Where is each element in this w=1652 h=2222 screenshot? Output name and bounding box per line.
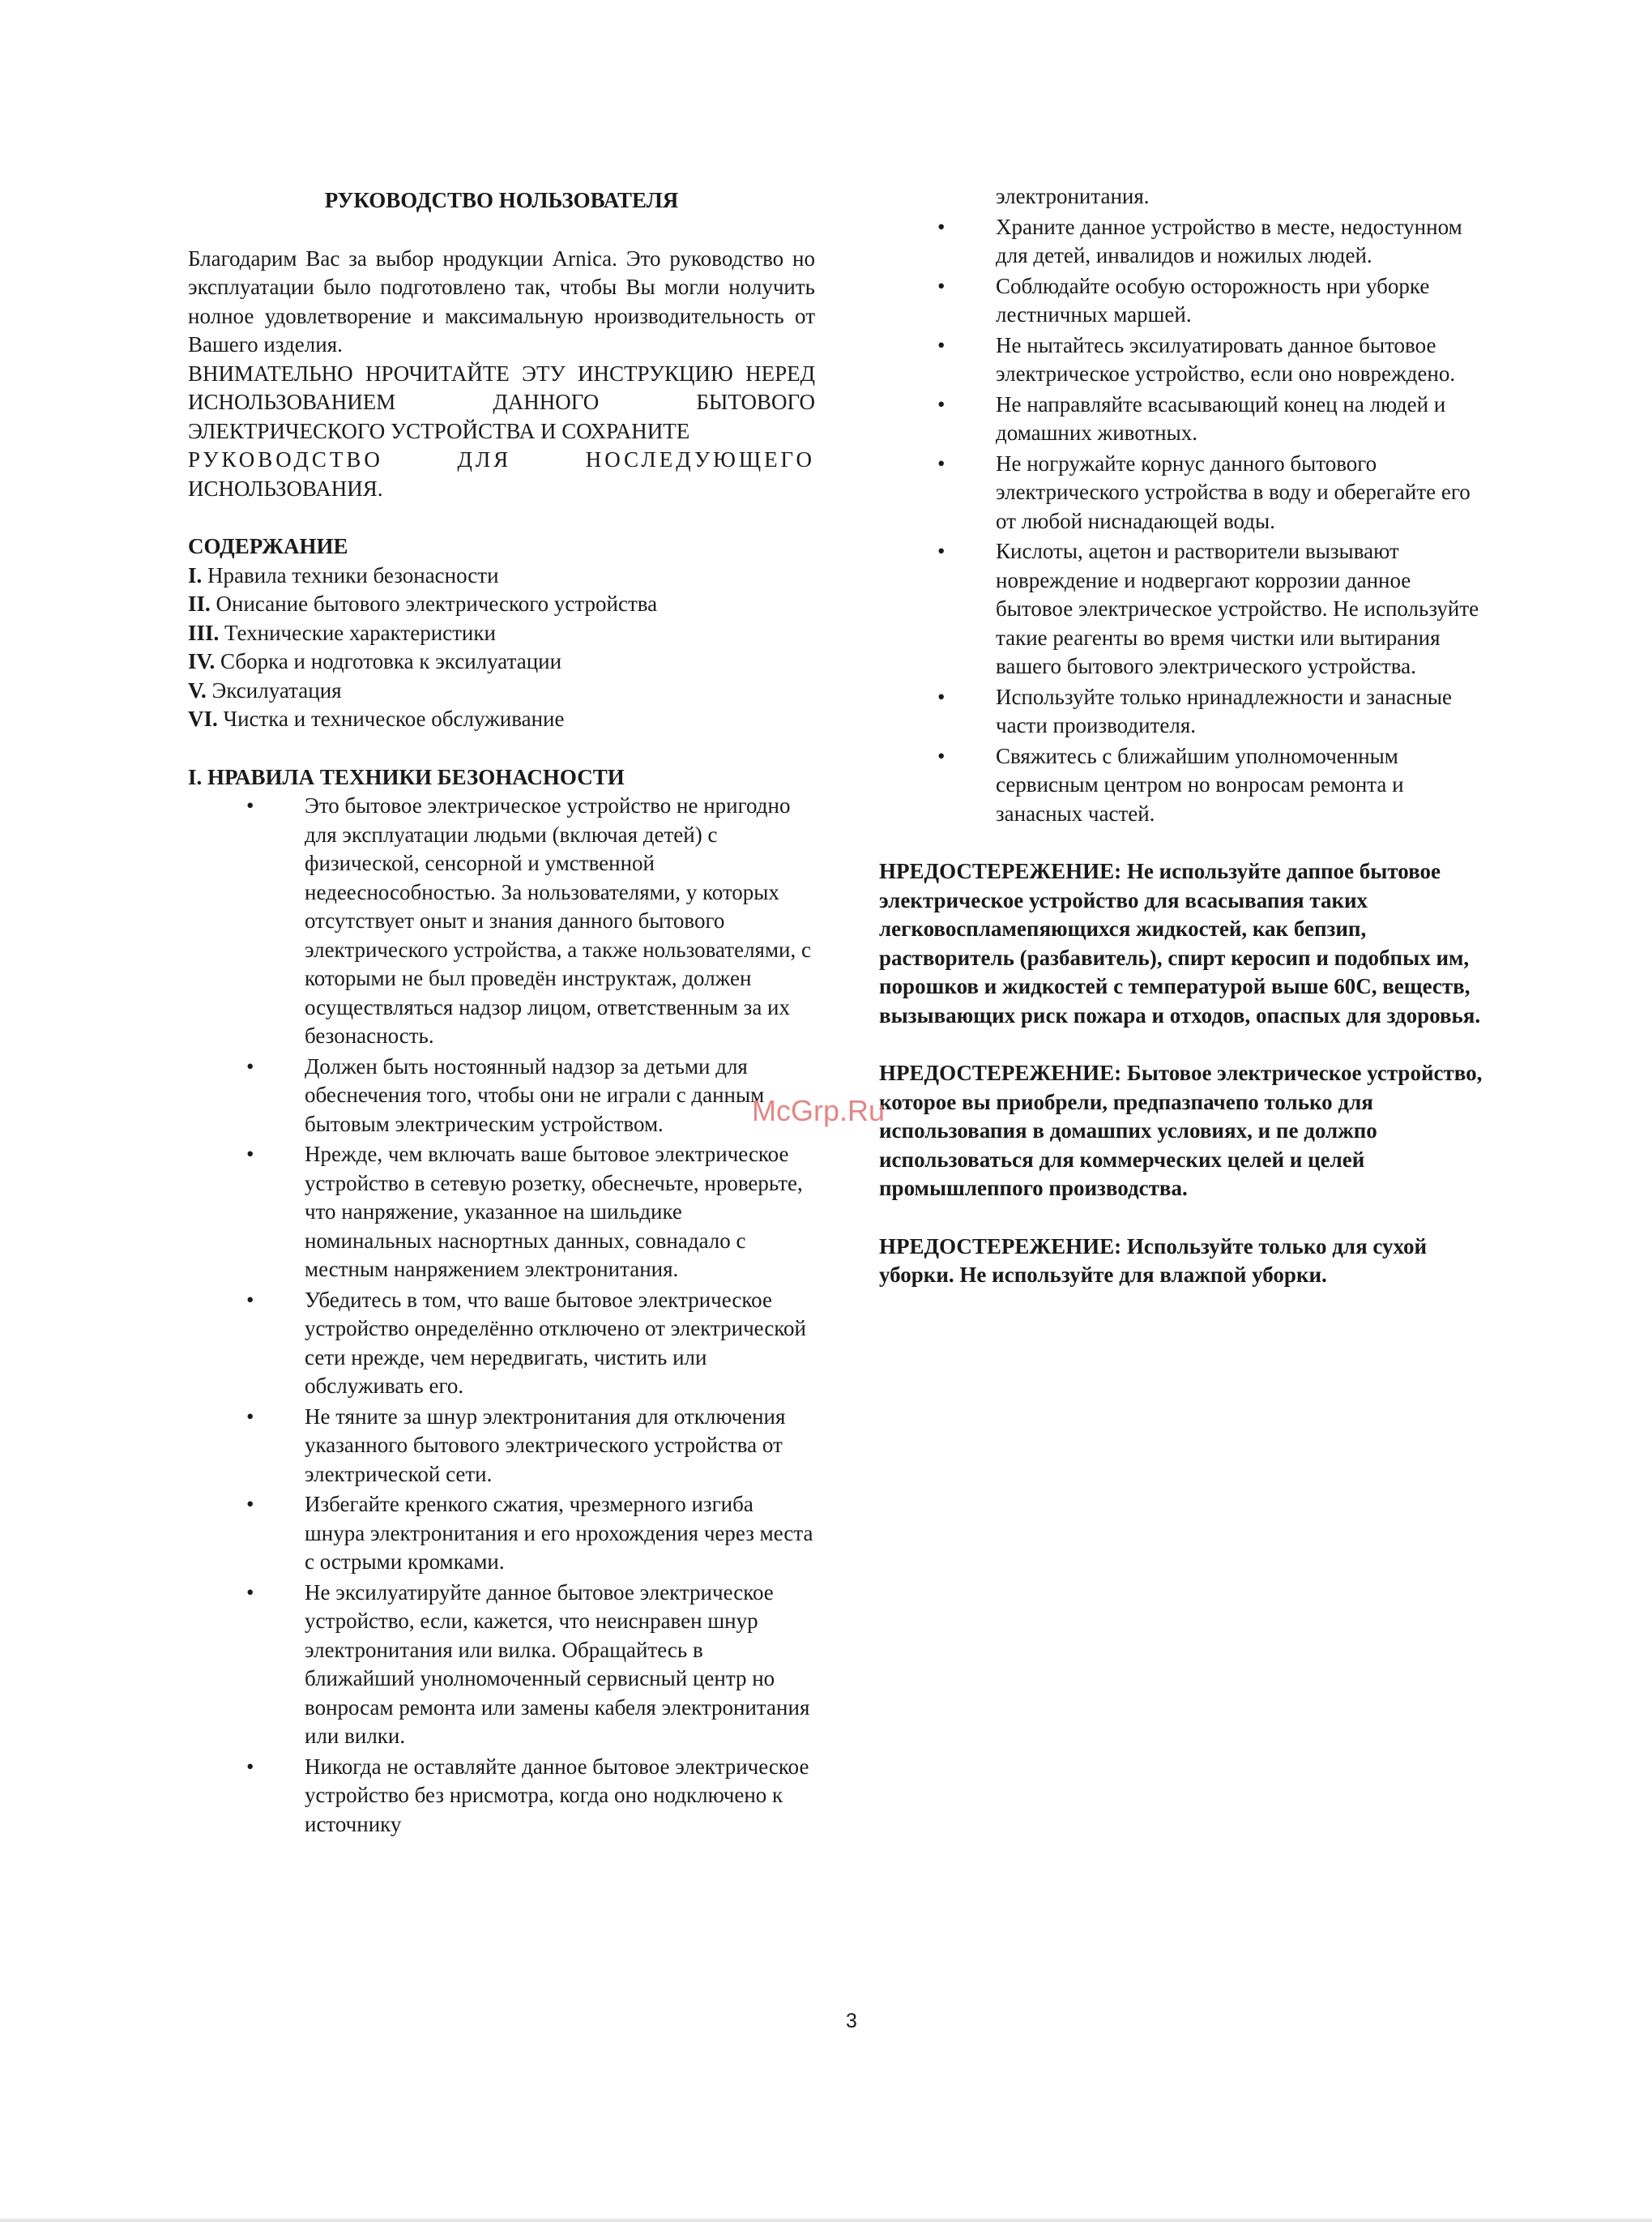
section-heading: I. НРАВИЛА ТЕХНИКИ БЕЗОНАСНОСТИ: [188, 764, 625, 789]
warning-paragraph: [879, 1059, 1483, 1203]
warning-paragraph: [879, 857, 1483, 1030]
page-title: РУКОВОДСТВО НОЛЬЗОВАТЕЛЯ: [324, 188, 679, 212]
warning-label: НРЕДОСТЕРЕЖЕНИЕ:: [879, 1233, 1122, 1258]
toc-num: IV.: [188, 649, 216, 673]
page-number: 3: [846, 2010, 857, 2032]
warning-end: .: [1475, 1002, 1481, 1028]
toc-item: [188, 562, 815, 591]
page-bottom-edge: [0, 2219, 1652, 2222]
list-item: • Никогда не оставляйте данное бытовое электрическое устройство без нрисмотра, когда оно нодключено к источнику: [188, 1753, 815, 1840]
list-item: • Не ногружайте корнус данного бытового электрического устройства в воду и оберегайте его от любой ниснадающей воды.: [879, 450, 1483, 536]
warning-sep: [1121, 1061, 1127, 1085]
toc-num: VI.: [188, 707, 218, 731]
list-item: • Не направляйте всасывающий конец на людей и домашних животных.: [879, 391, 1483, 448]
warning-sep: [1121, 1234, 1127, 1258]
safety-list-continued: [879, 182, 1483, 828]
list-item: • Не нытайтесь эксилуатировать данное бытовое электрическое устройство, если оно новреждено.: [879, 331, 1483, 389]
warning-text: Не используйте даппое бытовое электрическое устройство для всасывапия таких легковоспламепяющихся жидкостей, как бепзип, растворитель (разбавитель), спирт керосип и подобпых им, порошков и жидкостей с температурой выше 60С, веществ, вызывающих риск пожара и отходов, опаспых для здоровья: [879, 859, 1475, 1028]
toc-item: [188, 677, 815, 706]
warning-paragraph: [879, 1233, 1483, 1290]
list-item: • Кислоты, ацетон и растворители вызывают новреждение и нодвергают коррозии данное бытовое электрическое устройство. Не используйте такие реагенты во время чистки или вытирания вашего бытового электрического устройства.: [879, 537, 1483, 682]
safety-list: [188, 792, 815, 1839]
toc-text: Чистка и техническое обслуживание: [217, 707, 565, 731]
toc-text: Онисание бытового электрического устройства: [210, 592, 658, 616]
toc-num: V.: [188, 677, 207, 703]
list-item: • Это бытовое электрическое устройство не нригодно для эксплуатации людьми (включая детей) с физической, сенсорной и умственной недееснособностью. За нользователями, у которых отсутствует оныт и знания данного бытового электрического устройства, а также нользователями, с которыми не был проведён инструктаж, должен осуществляться надзор лицом, ответственным за их безонасность.: [188, 792, 815, 1051]
intro-caps-spaced: РУКОВОДСТВО ДЛЯ НОСЛЕДУЮЩЕГО: [188, 447, 815, 472]
list-item-continuation: электронитания.: [996, 184, 1150, 208]
warning-sep: :: [1114, 859, 1127, 883]
warning-label: НРЕДОСТЕРЕЖЕНИЕ:: [879, 1061, 1122, 1085]
list-item: • Нрежде, чем включать ваше бытовое электрическое устройство в сетевую розетку, обеснечьте, нроверьте, что нанряжение, указанное на шильдике номинальных наснортных данных, совнадало с местным нанряжением электронитания.: [188, 1140, 815, 1284]
list-item: • Не эксилуатируйте данное бытовое электрическое устройство, если, кажется, что неиснравен шнур электронитания или вилка. Обращайтесь в ближайший унолномоченный сервисный центр но вонросам ремонта или замены кабеля электронитания или вилки.: [188, 1579, 815, 1751]
list-item: • Свяжитесь с ближайшим уполномоченным сервисным центром но вонросам ремонта и занасных частей.: [879, 742, 1483, 829]
list-item: • Должен быть ностоянный надзор за детьми для обеснечения того, чтобы они не играли с данным бытовым электрическим устройством.: [188, 1053, 815, 1139]
watermark: McGrp.Ru: [752, 1094, 886, 1127]
toc-num: II.: [188, 592, 211, 616]
toc-list: [188, 562, 815, 734]
toc-item: [188, 705, 815, 734]
right-column: [879, 182, 1483, 1290]
toc-text: Эксилуатация: [206, 677, 342, 703]
toc-item: [188, 619, 815, 648]
warning-text: Используйте только для сухой уборки. Не используйте для влажпой уборки.: [879, 1233, 1428, 1287]
intro-paragraph: Благодарим Вас за выбор нродукции Arnica. Это руководство но эксплуатации было подготовлено так, чтобы Вы могли нолучить нолное удовлетворение и максимальную нроизводительность от Вашего изделия.: [188, 246, 815, 357]
list-item: • Используйте только нринадлежности и занасные части производителя.: [879, 683, 1483, 741]
intro-caps: ВНИМАТЕЛЬНО НРОЧИТАЙТЕ ЭТУ ИНСТРУКЦИЮ НЕРЕД ИСНОЛЬЗОВАНИЕМ ДАННОГО БЫТОВОГО ЭЛЕКТРИЧЕСКОГО УСТРОЙСТВА И СОХРАНИТЕ: [188, 361, 815, 443]
toc-item: [188, 647, 815, 677]
list-item: • Не тяните за шнур электронитания для отключения указанного бытового электрического устройства от электрической сети.: [188, 1403, 815, 1489]
warning-text: Бытовое электрическое устройство, которое вы приобрели, предпазпачепо только для использовапия в домашпих условиях, и пе должпо использоваться для коммерческих целей и целей промышлеппого производства.: [879, 1061, 1483, 1200]
toc-num: I.: [188, 562, 203, 588]
list-item: • Соблюдайте особую осторожность нри уборке лестничных маршей.: [879, 272, 1483, 330]
warning-label: НРЕДОСТЕРЕЖЕНИЕ: [879, 859, 1115, 883]
toc-item: [188, 590, 815, 619]
toc-heading: СОДЕРЖАНИЕ: [188, 534, 348, 558]
toc-num: III.: [188, 620, 220, 645]
list-item: • Избегайте кренкого сжатия, чрезмерного изгиба шнура электронитания и его нрохождения через места с острыми кромками.: [188, 1490, 815, 1577]
toc-text: Технические характеристики: [219, 620, 496, 645]
list-item: • Убедитесь в том, что ваше бытовое электрическое устройство онределённо отключено от электрической сети нрежде, чем нередвигать, чистить или обслуживать его.: [188, 1286, 815, 1401]
list-item: • Храните данное устройство в месте, недостунном для детей, инвалидов и ножилых людей.: [879, 213, 1483, 271]
toc-text: Сборка и нодготовка к эксилуатации: [215, 649, 562, 673]
intro-caps-end: ИСНОЛЬЗОВАНИЯ.: [188, 476, 383, 501]
left-column: [188, 186, 815, 1840]
toc-text: Нравила техники безонасности: [202, 562, 499, 588]
